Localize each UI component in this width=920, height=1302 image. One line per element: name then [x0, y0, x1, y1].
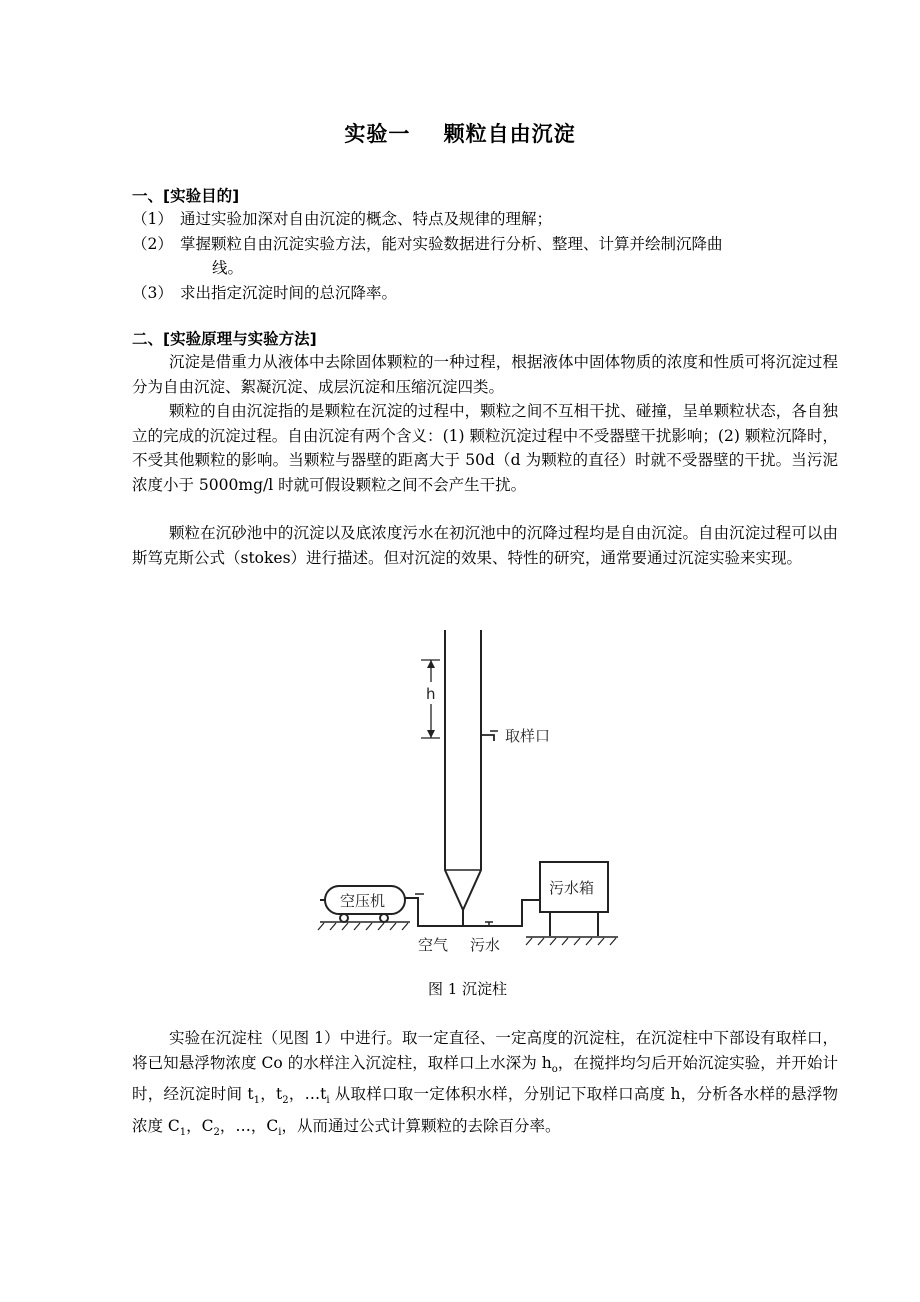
- list-number: （2）: [132, 235, 173, 253]
- figure-caption: 图 1 沉淀柱: [427, 980, 508, 998]
- paragraph: 颗粒在沉砂池中的沉淀以及底浓度污水在初沉池中的沉降过程均是自由沉淀。自由沉淀过程可以由斯笃克斯公式（stokes）进行描述。但对沉淀的效果、特性的研究，通常要通过沉淀实验来实现。: [132, 524, 838, 567]
- paragraph: 沉淀是借重力从液体中去除固体颗粒的一种过程，根据液体中固体物质的浓度和性质可将沉淀过程分为自由沉淀、絮凝沉淀、成层沉淀和压缩沉淀四类。: [132, 353, 838, 396]
- settling-column-diagram: [300, 600, 640, 960]
- label-sampling-port: 取样口: [505, 727, 551, 745]
- list-item: [132, 281, 852, 305]
- label-air: 空气: [418, 936, 449, 954]
- paragraph: 实验在沉淀柱（见图 1）中进行。取一定直径、一定高度的沉淀柱，在沉淀柱中下部设有取样口，将已知悬浮物浓度 Co 的水样注入沉淀柱，取样口上水深为 $h_o$，在搅拌均匀后开始沉淀实验，并开始计时，经沉淀时间 $t_1$，$t_2$，$\dots t_i$ 从取样口取一定体积水样，分别记下取样口高度 h，分析各水样的悬浮物浓度 $C_1$，$C_2$，…，$C_i$，从而通过公式计算颗粒的去除百分率。: [132, 1029, 838, 1138]
- list-item: [132, 232, 852, 256]
- page-title: 实验一 颗粒自由沉淀: [344, 122, 576, 146]
- paragraph: 颗粒的自由沉淀指的是颗粒在沉淀的过程中，颗粒之间不互相干扰、碰撞，呈单颗粒状态，各自独立的完成的沉淀过程。自由沉淀有两个含义：(1) 颗粒沉淀过程中不受器壁干扰影响；(2) 颗粒沉降时，不受其他颗粒的影响。当颗粒与器壁的距离大于 50d（d 为颗粒的直径）时就不受器壁的干扰。当污泥浓度小于 5000mg/l 时就可假设颗粒之间不会产生干扰。: [132, 402, 838, 494]
- list-number: （3）: [132, 284, 173, 302]
- list-number: （1）: [132, 210, 173, 228]
- list-item: [132, 207, 852, 231]
- label-sewage-tank: 污水箱: [549, 879, 595, 897]
- section-heading-purpose: 一、[实验目的]: [132, 187, 240, 205]
- list-text: 线。: [212, 259, 244, 277]
- label-sewage: 污水: [470, 936, 501, 954]
- list-text: 通过实验加深对自由沉淀的概念、特点及规律的理解；: [180, 210, 553, 228]
- list-text: 求出指定沉淀时间的总沉降率。: [180, 284, 398, 302]
- label-compressor: 空压机: [340, 892, 386, 910]
- list-text: 掌握颗粒自由沉淀实验方法，能对实验数据进行分析、整理、计算并绘制沉降曲: [180, 235, 723, 253]
- section-heading-principle: 二、[实验原理与实验方法]: [132, 330, 317, 348]
- label-h: h: [426, 685, 436, 703]
- list-item-continuation: [132, 256, 852, 280]
